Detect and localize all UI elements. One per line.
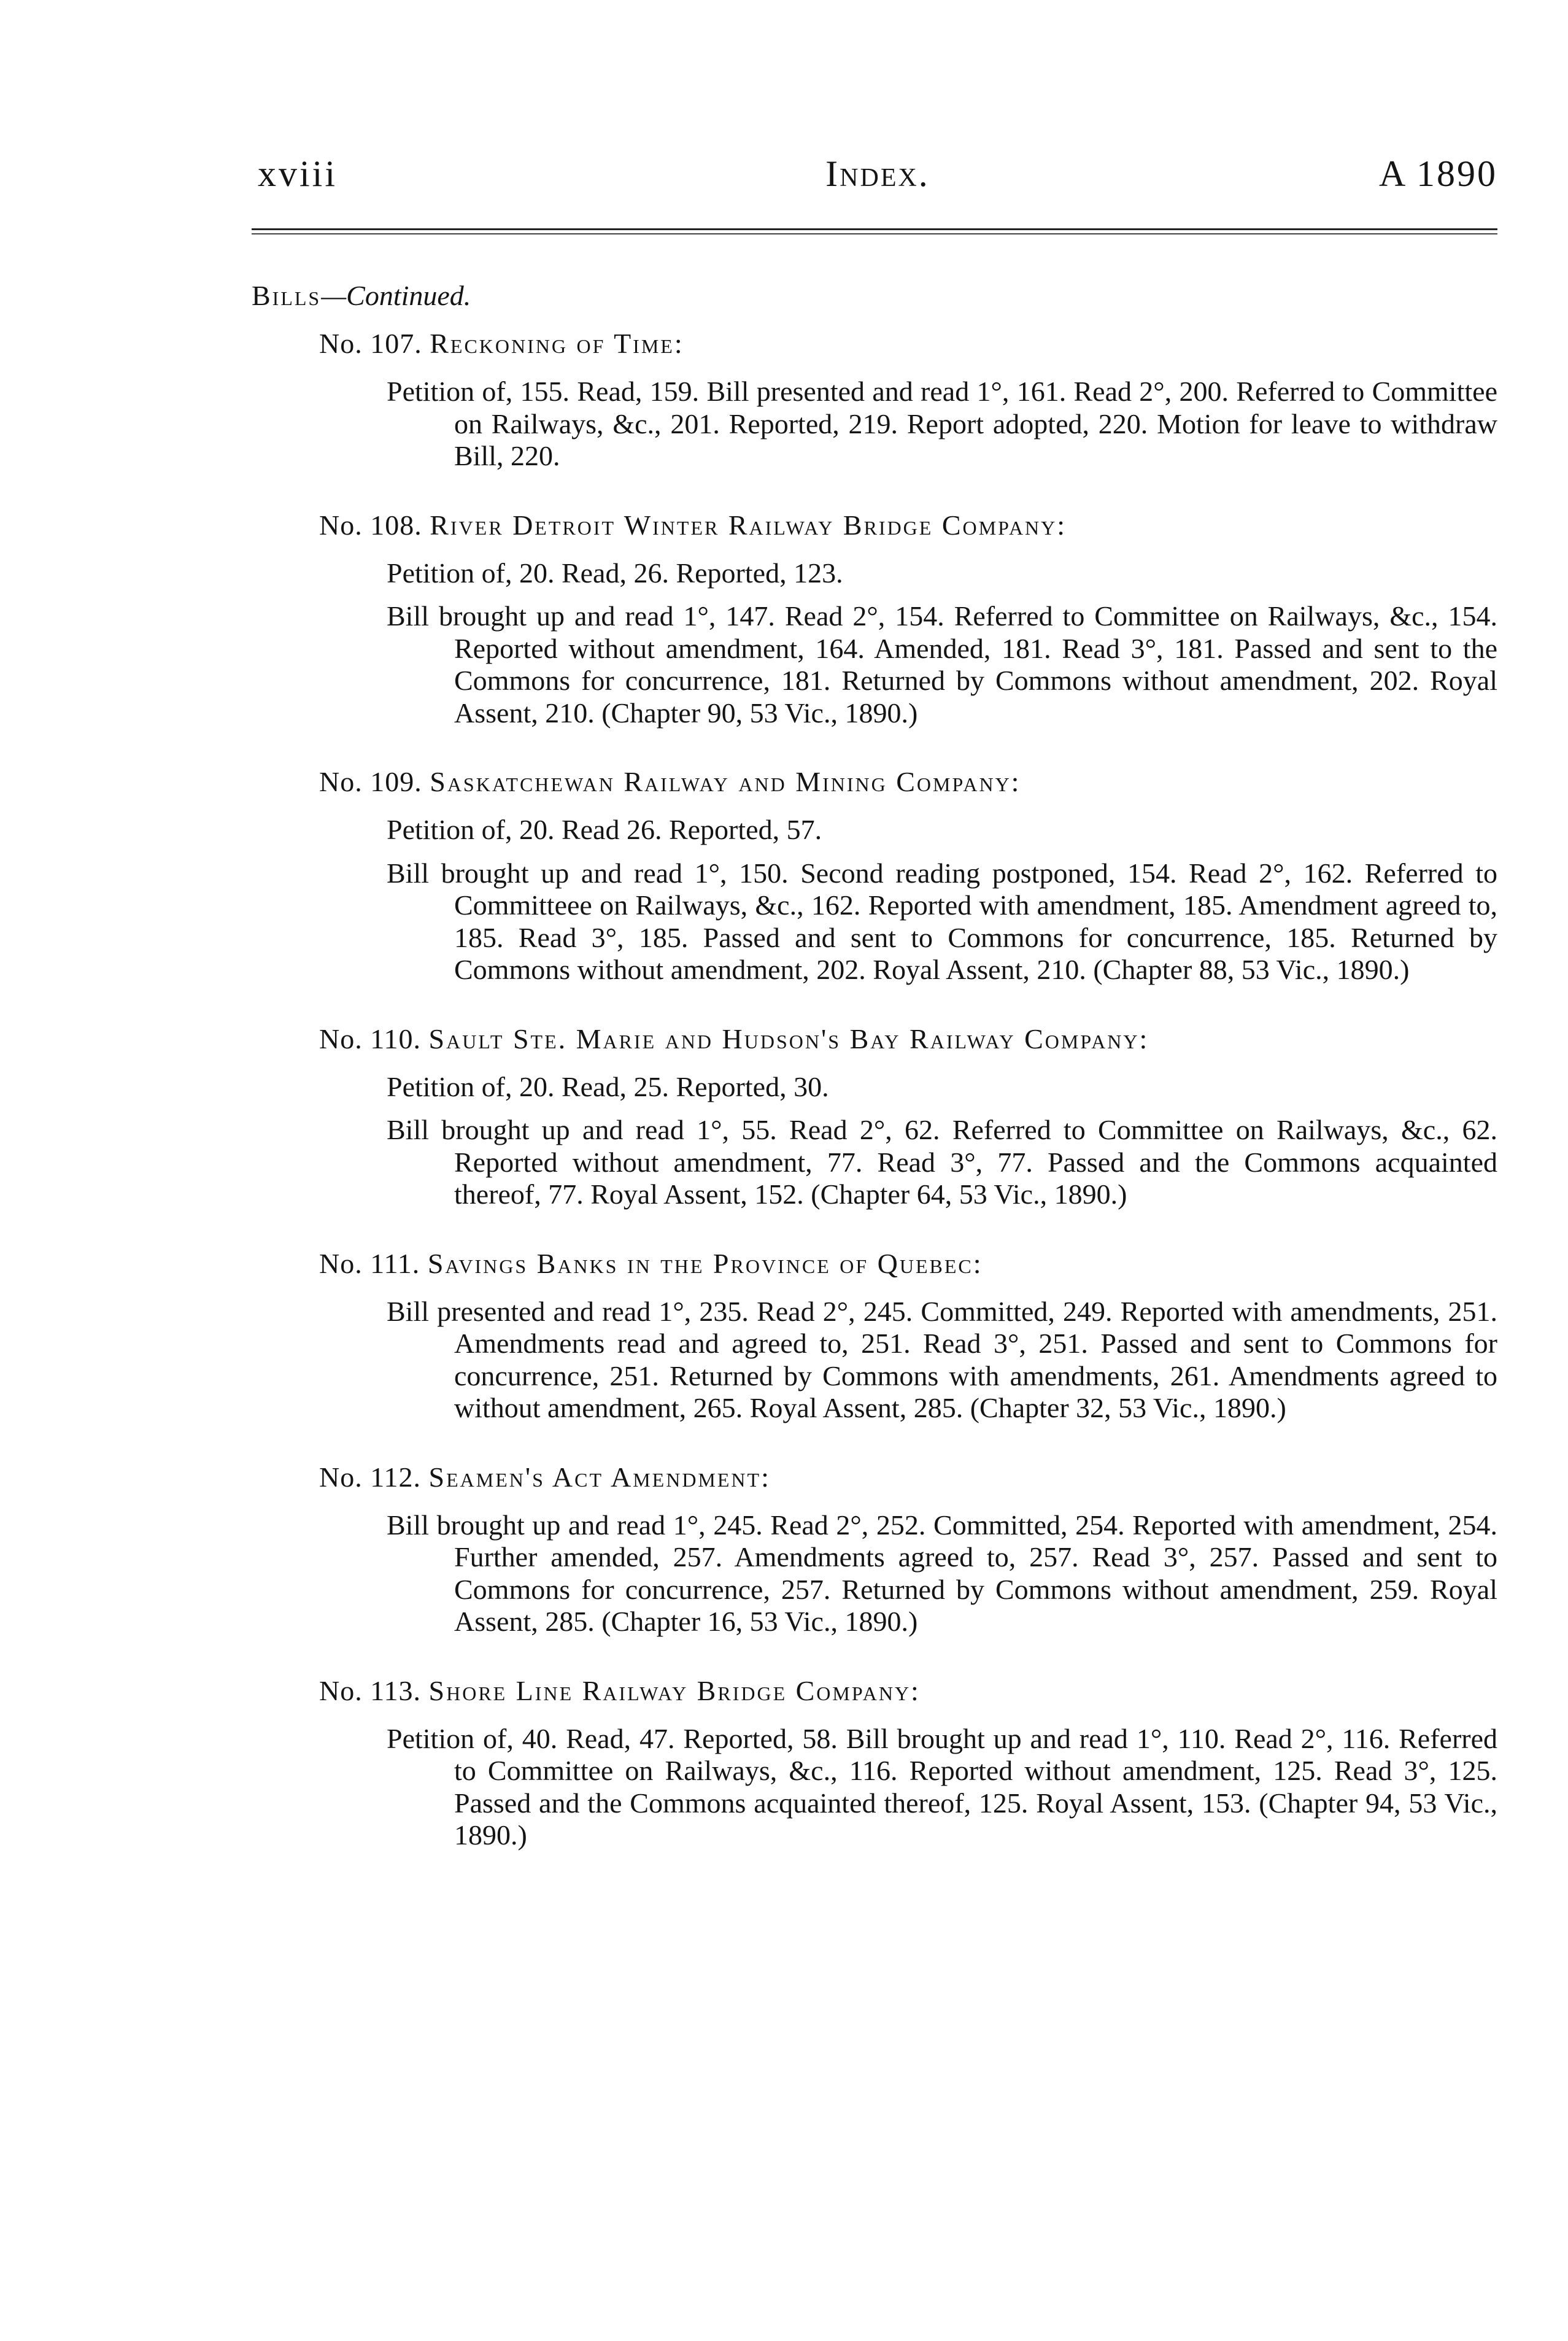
entry-paragraph: Bill brought up and read 1°, 55. Read 2°, 62. Referred to Committee on Railways, &c., 62. Reported without amendment, 77. Read 3°, 77. Passed and the Commons acquainted thereof, 77. Royal Assent, 152. (Chapter 64, 53 Vic., 1890.): [387, 1114, 1497, 1210]
entry-paragraph: Bill brought up and read 1°, 150. Second reading postponed, 154. Read 2°, 162. Referred to Committeee on Railways, &c., 162. Reported with amendment, 185. Amendment agreed to, 185. Read 3°, 185. Passed and sent to Commons for concurrence, 185. Returned by Commons without amendment, 202. Royal Assent, 210. (Chapter 88, 53 Vic., 1890.): [387, 857, 1497, 985]
entry-title: Saskatchewan Railway and Mining Company:: [430, 766, 1021, 797]
entry-number: No. 109.: [319, 766, 422, 797]
entry-heading: [319, 507, 1497, 544]
index-entry: [319, 1021, 1497, 1211]
section-title: Bills: [252, 280, 322, 311]
entry-paragraph: Petition of, 20. Read 26. Reported, 57.: [387, 814, 822, 845]
entry-paragraph: Petition of, 155. Read, 159. Bill presented and read 1°, 161. Read 2°, 200. Referred to Committee on Railways, &c., 201. Reported, 219. Report adopted, 220. Motion for leave to withdraw Bill, 220.: [387, 376, 1497, 471]
entry-heading: [319, 1245, 1497, 1282]
entry-paragraph: Petition of, 20. Read, 26. Reported, 123.: [387, 557, 843, 589]
entry-number: No. 108.: [319, 509, 422, 541]
entry-title: Reckoning of Time:: [430, 328, 684, 359]
session-year: A 1890: [1378, 153, 1497, 194]
index-entry: [319, 325, 1497, 473]
entry-paragraph: Bill brought up and read 1°, 245. Read 2°, 252. Committed, 254. Reported with amendment, 254. Further amended, 257. Amendments agreed to, 257. Read 3°, 257. Passed and sent to Commons for concurrence, 257. Returned by Commons without amendment, 259. Royal Assent, 285. (Chapter 16, 53 Vic., 1890.): [387, 1509, 1497, 1637]
entry-number: No. 112.: [319, 1461, 422, 1493]
index-entry: [319, 507, 1497, 730]
index-entry: [319, 1673, 1497, 1852]
index-entries: [319, 325, 1497, 1886]
index-entry: [319, 764, 1497, 986]
entry-number: No. 110.: [319, 1023, 422, 1054]
entry-number: No. 113.: [319, 1674, 422, 1706]
header-title: Index.: [825, 153, 930, 194]
entry-title: Savings Banks in the Province of Quebec:: [427, 1247, 983, 1279]
index-entry: [319, 1459, 1497, 1638]
entry-heading: [319, 1021, 1497, 1058]
entry-paragraph: Bill brought up and read 1°, 147. Read 2°, 154. Referred to Committee on Railways, &c., 154. Reported without amendment, 164. Amended, 181. Read 3°, 181. Passed and sent to the Commons for concurrence, 181. Returned by Commons without amendment, 202. Royal Assent, 210. (Chapter 90, 53 Vic., 1890.): [387, 600, 1497, 729]
entry-number: No. 107.: [319, 328, 422, 359]
index-entry: [319, 1245, 1497, 1425]
entry-heading: [319, 764, 1497, 800]
entry-title: Shore Line Railway Bridge Company:: [428, 1674, 921, 1706]
section-continued: —Continued.: [321, 280, 471, 311]
entry-title: Sault Ste. Marie and Hudson's Bay Railway Company:: [428, 1023, 1149, 1054]
entry-heading: [319, 325, 1497, 362]
header-rule: [252, 228, 1497, 230]
page-number: xviii: [258, 153, 338, 194]
entry-heading: [319, 1459, 1497, 1496]
entry-paragraph: Petition of, 20. Read, 25. Reported, 30.: [387, 1070, 829, 1102]
entry-title: River Detroit Winter Railway Bridge Company:: [430, 509, 1067, 541]
header-rule-secondary: [252, 233, 1497, 234]
entry-paragraph: Bill presented and read 1°, 235. Read 2°, 245. Committed, 249. Reported with amendments, 251. Amendments read and agreed to, 251. Read 3°, 251. Passed and sent to Commons for concurrence, 251. Returned by Commons with amendments, 261. Amendments agreed to without amendment, 265. Royal Assent, 285. (Chapter 32, 53 Vic., 1890.): [387, 1295, 1497, 1423]
entry-number: No. 111.: [319, 1247, 420, 1279]
running-header: [258, 140, 1497, 207]
entry-paragraph: Petition of, 40. Read, 47. Reported, 58. Bill brought up and read 1°, 110. Read 2°, 116. Referred to Committee on Railways, &c., 116. Reported without amendment, 125. Read 3°, 125. Passed and the Commons acquainted thereof, 125. Royal Assent, 153. (Chapter 94, 53 Vic., 1890.): [387, 1722, 1497, 1851]
entry-title: Seamen's Act Amendment:: [428, 1461, 771, 1493]
entry-heading: [319, 1673, 1497, 1709]
section-heading: [252, 277, 471, 314]
